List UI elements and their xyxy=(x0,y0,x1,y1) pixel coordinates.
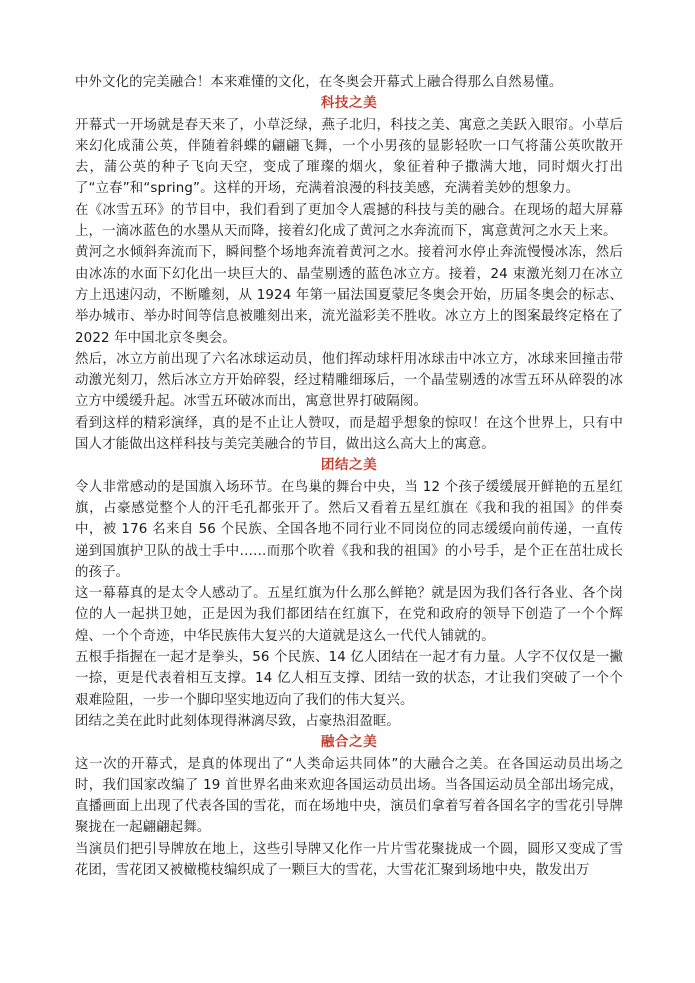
paragraph: 团结之美在此时此刻体现得淋漓尽致，占豪热泪盈眶。 xyxy=(75,713,400,729)
paragraph: 这一次的开幕式，是真的体现出了“人类命运共同体”的大融合之美。在各国运动员出场之时，我们国家改编了 19 首世界名曲来欢迎各国运动员出场。当各国运动员全部出场完成，直播画面上出现了代表各国的雪花，而在场地中央，演员们拿着写着各国名字的雪花引导牌聚拢在一起翩翩起舞。 xyxy=(75,756,623,836)
section-heading-unity: 团结之美 xyxy=(320,457,378,474)
paragraph: 然后，冰立方前出现了六名冰球运动员，他们挥动球杆用冰球击中冰立方，冰球来回撞击带动激光刻刀，然后冰立方开始碎裂，经过精雕细琢后，一个晶莹剔透的冰雪五环从碎裂的冰立方中缓缓升起。冰雪五环破冰而出，寓意世界打破隔阂。 xyxy=(75,351,623,410)
paragraph: 看到这样的精彩演绎，真的是不止让人赞叹，而是超乎想象的惊叹！在这个世界上，只有中国人才能做出这样科技与美完美融合的节目，做出这么高大上的寓意。 xyxy=(75,415,623,453)
paragraph: 五根手指握在一起才是拳头，56 个民族、14 亿人团结在一起才有力量。人字不仅仅是一撇一捺，更是代表着相互支撑。14 亿人相互支撑、团结一致的状态，才让我们突破了一个个艰难险阻，一步一个脚印坚实地迈向了我们的伟大复兴。 xyxy=(75,650,623,708)
section-heading-fusion: 融合之美 xyxy=(320,734,378,751)
intro-paragraph: 中外文化的完美融合！本来难懂的文化，在冬奥会开幕式上融合得那么自然易懂。 xyxy=(75,75,563,90)
paragraph: 开幕式一开场就是春天来了，小草泛绿，燕子北归，科技之美、寓意之美跃入眼帘。小草后来幻化成蒲公英，伴随着斜蝶的翩翩飞舞，一个小男孩的显影轻吹一口气将蒲公英吹散开去，蒲公英的种子飞向天空，变成了璀璨的烟火，象征着种子撒满大地，同时烟火打出了“立春”和“spring”。这样的开场，充满着浪漫的科技美感，充满着美妙的想象力。 xyxy=(75,117,623,197)
paragraph: 令人非常感动的是国旗入场环节。在鸟巢的舞台中央，当 12 个孩子缓缓展开鲜艳的五星红旗，占豪感觉整个人的汗毛孔都张开了。然后又看着五星红旗在《我和我的祖国》的伴奏中，被 176 名来自 56 个民族、全国各地不同行业不同岗位的同志缓缓向前传递，一直传递到国旗护卫队的战士手中……而那个吹着《我和我的祖国》的小号手，是个正在茁壮成长的孩子。 xyxy=(75,479,623,580)
paragraph: 黄河之水倾斜奔流而下，瞬间整个场地奔流着黄河之水。接着河水停止奔流慢慢冰冻，然后由冰冻的水面下幻化出一块巨大的、晶莹剔透的蓝色冰立方。接着，24 束激光刻刀在冰立方上迅速闪动，不断雕刻，从 1924 年第一届法国夏蒙尼冬奥会开始，历届冬奥会的标志、举办城市、举办时间等信息被雕刻出来，流光溢彩美不胜收。冰立方上的图案最终定格在了 2022 年中国北京冬奥会。 xyxy=(75,245,623,346)
paragraph: 当演员们把引导牌放在地上，这些引导牌又化作一片片雪花聚拢成一个圆，圆形又变成了雪花团，雪花团又被橄榄枝编织成了一颗巨大的雪花，大雪花汇聚到场地中央，散发出万 xyxy=(75,841,623,878)
document-page xyxy=(75,72,623,881)
paragraph: 在《冰雪五环》的节目中，我们看到了更加令人震撼的科技与美的融合。在现场的超大屏幕上，一滴冰蓝色的水墨从天而降，接着幻化成了黄河之水奔流而下，寓意黄河之水天上来。 xyxy=(75,202,623,240)
paragraph: 这一幕幕真的是太令人感动了。五星红旗为什么那么鲜艳？就是因为我们各行各业、各个岗位的人一起拱卫她，正是因为我们都团结在红旗下，在党和政府的领导下创造了一个个辉煌、一个个奇迹，中华民族伟大复兴的大道就是这么一代代人铺就的。 xyxy=(75,586,623,644)
section-heading-tech: 科技之美 xyxy=(320,95,378,112)
